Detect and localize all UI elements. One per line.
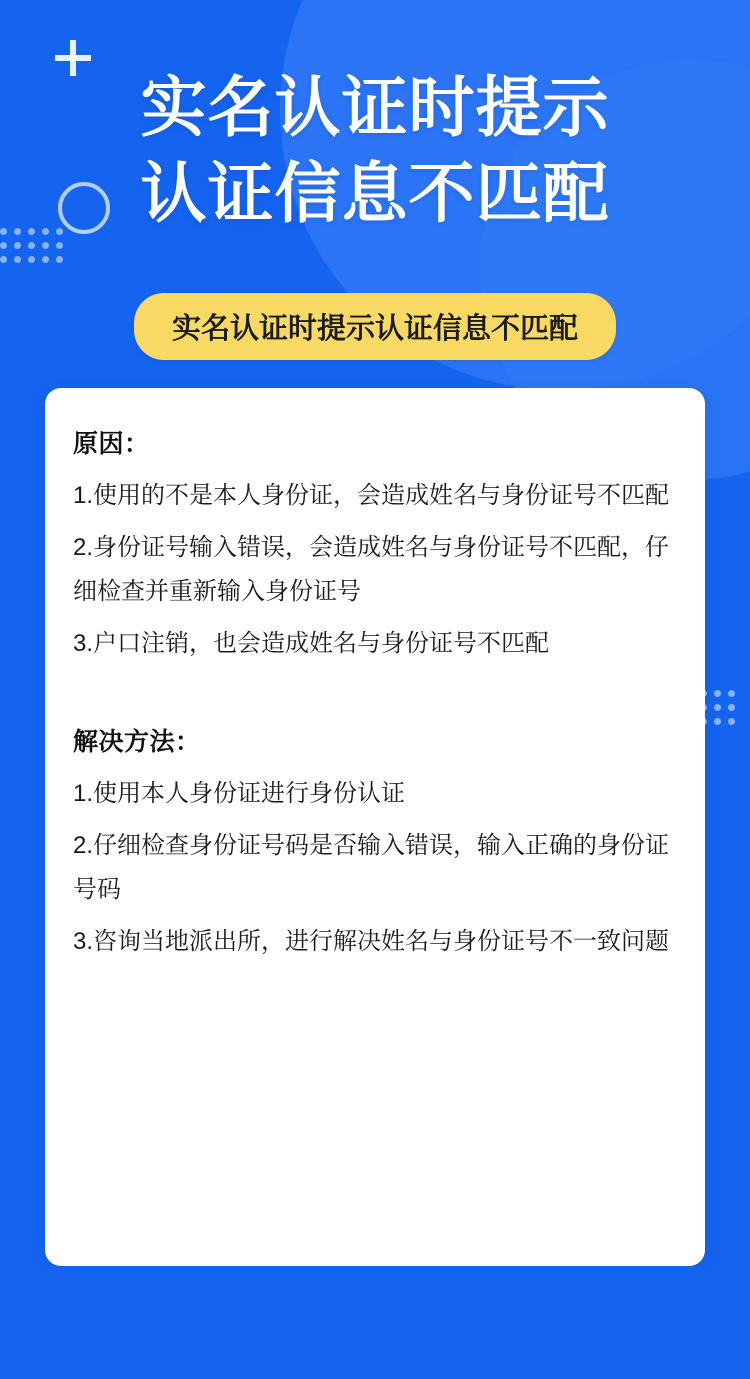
- page-title: [0, 64, 750, 236]
- solution-item: 3.咨询当地派出所，进行解决姓名与身份证号不一致问题: [73, 928, 670, 955]
- solution-item: 2.仔细检查身份证号码是否输入错误，输入正确的身份证号码: [73, 832, 670, 903]
- reason-item: 1.使用的不是本人身份证，会造成姓名与身份证号不匹配: [73, 482, 670, 509]
- reason-heading: 原因：: [73, 430, 150, 458]
- solution-item: 1.使用本人身份证进行身份认证: [73, 780, 406, 807]
- solution-heading: 解决方法：: [73, 728, 201, 756]
- section-divider: [73, 674, 677, 722]
- subtitle-badge: 实名认证时提示认证信息不匹配: [134, 293, 616, 360]
- reason-item: 2.身份证号输入错误，会造成姓名与身份证号不匹配，仔细检查并重新输入身份证号: [73, 534, 670, 605]
- page-title-line-2: 认证信息不匹配: [140, 156, 610, 230]
- page-title-line-1: 实名认证时提示: [140, 70, 610, 144]
- bottom-strip: [0, 1266, 750, 1379]
- reason-item: 3.户口注销，也会造成姓名与身份证号不匹配: [73, 630, 550, 657]
- content-card: [45, 388, 705, 1266]
